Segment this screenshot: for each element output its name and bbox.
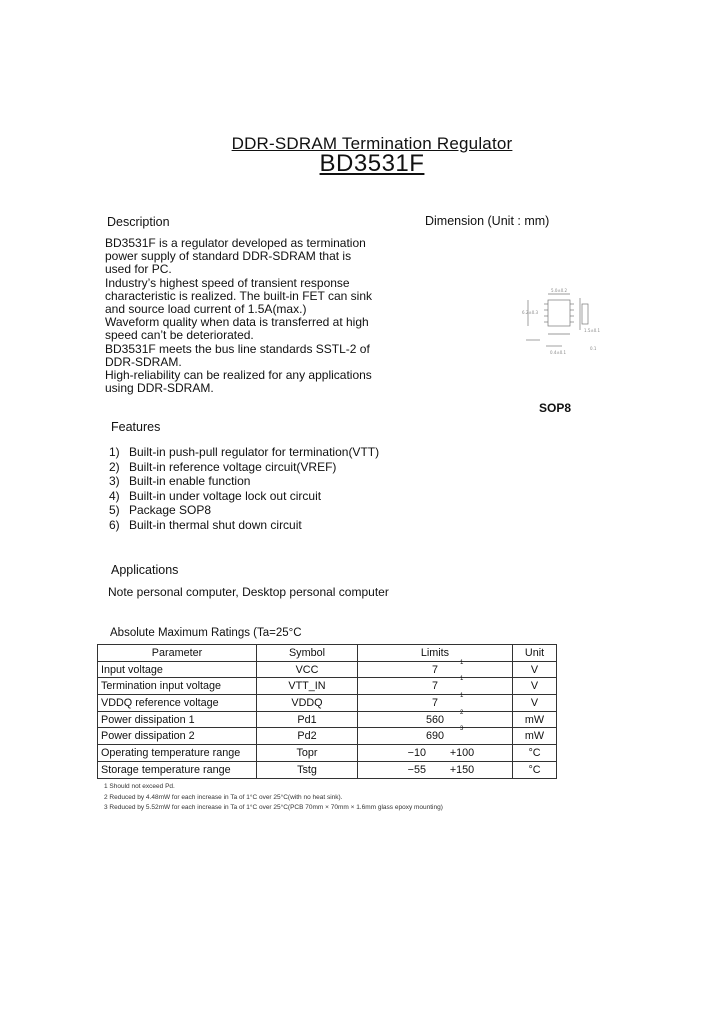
document-title: DDR-SDRAM Termination Regulator xyxy=(231,134,513,153)
feature-item: 3) Built-in enable function xyxy=(109,474,251,489)
description-line: High-reliability can be realized for any applications xyxy=(105,368,372,383)
features-heading: Features xyxy=(111,420,161,434)
feature-item: 1) Built-in push-pull regulator for termination(VTT) xyxy=(109,445,380,459)
svg-text:5.0±0.2: 5.0±0.2 xyxy=(551,288,568,293)
svg-text:1.5±0.1: 1.5±0.1 xyxy=(584,328,601,333)
description-line: DDR-SDRAM. xyxy=(105,354,182,369)
footnote: 1 Should not exceed Pd. xyxy=(104,783,175,790)
description-heading: Description xyxy=(107,215,170,229)
feature-item: 4) Built-in under voltage lock out circuit xyxy=(109,488,322,503)
description-line: BD3531F meets the bus line standards SSTL-2 of xyxy=(105,341,370,356)
header-limits: Limits xyxy=(358,645,513,662)
svg-text:6.2±0.3: 6.2±0.3 xyxy=(522,310,539,315)
footnote: 3 Reduced by 5.52mW for each increase in Ta of 1°C over 25°C(PCB 70mm × 70mm × 1.6mm glass epoxy mounting) xyxy=(104,804,443,811)
applications-text: Note personal computer, Desktop personal computer xyxy=(108,585,389,599)
table-row: Input voltage VCC 7 1 V xyxy=(98,661,557,678)
svg-text:0.1: 0.1 xyxy=(590,346,597,351)
table-header-row xyxy=(98,645,557,662)
description-line: and source load current of 1.5A(max.) xyxy=(105,302,307,317)
package-top-outline xyxy=(548,300,570,326)
ratings-table xyxy=(97,644,557,779)
feature-item: 5) Package SOP8 xyxy=(109,503,212,518)
description-line: power supply of standard DDR-SDRAM that is xyxy=(105,249,352,264)
footnote: 2 Reduced by 4.48mW for each increase in Ta of 1°C over 25°C(with no heat sink). xyxy=(104,793,343,801)
description-line: Industry’s highest speed of transient response xyxy=(105,275,350,290)
part-number: BD3531F xyxy=(319,150,425,177)
description-line: using DDR-SDRAM. xyxy=(105,381,214,396)
feature-item: 6) Built-in thermal shut down circuit xyxy=(109,517,302,532)
description-line: speed can’t be deteriorated. xyxy=(105,328,254,343)
description-line: used for PC. xyxy=(105,262,172,277)
package-side-outline xyxy=(582,304,588,324)
header-parameter: Parameter xyxy=(98,645,257,662)
feature-item: 2) Built-in reference voltage circuit(VREF) xyxy=(109,459,337,474)
sop8-dimension-drawing xyxy=(518,284,610,356)
svg-text:0.4±0.1: 0.4±0.1 xyxy=(550,350,567,355)
header-symbol: Symbol xyxy=(257,645,358,662)
header-unit: Unit xyxy=(513,645,557,662)
table-row: Operating temperature range Topr −10 +100 °C xyxy=(98,745,557,762)
dimension-heading: Dimension (Unit : mm) xyxy=(425,214,550,228)
table-row: Power dissipation 2 Pd2 690 3 mW xyxy=(98,728,557,745)
description-line: characteristic is realized. The built-in FET can sink xyxy=(105,288,372,303)
ratings-notes xyxy=(104,782,443,814)
ratings-heading: Absolute Maximum Ratings (Ta=25°C xyxy=(110,627,302,639)
description-line: BD3531F is a regulator developed as termination xyxy=(105,236,366,250)
description-body xyxy=(105,237,395,395)
table-row: Power dissipation 1 Pd1 560 2 mW xyxy=(98,711,557,728)
package-label: SOP8 xyxy=(539,401,572,415)
table-row: Storage temperature range Tstg −55 +150 °C xyxy=(98,761,557,778)
features-list xyxy=(109,445,379,533)
table-row: Termination input voltage VTT_IN 7 1 V xyxy=(98,678,557,695)
applications-heading: Applications xyxy=(111,563,179,577)
table-row: VDDQ reference voltage VDDQ 7 1 V xyxy=(98,695,557,712)
description-line: Waveform quality when data is transferred at high xyxy=(105,315,369,330)
